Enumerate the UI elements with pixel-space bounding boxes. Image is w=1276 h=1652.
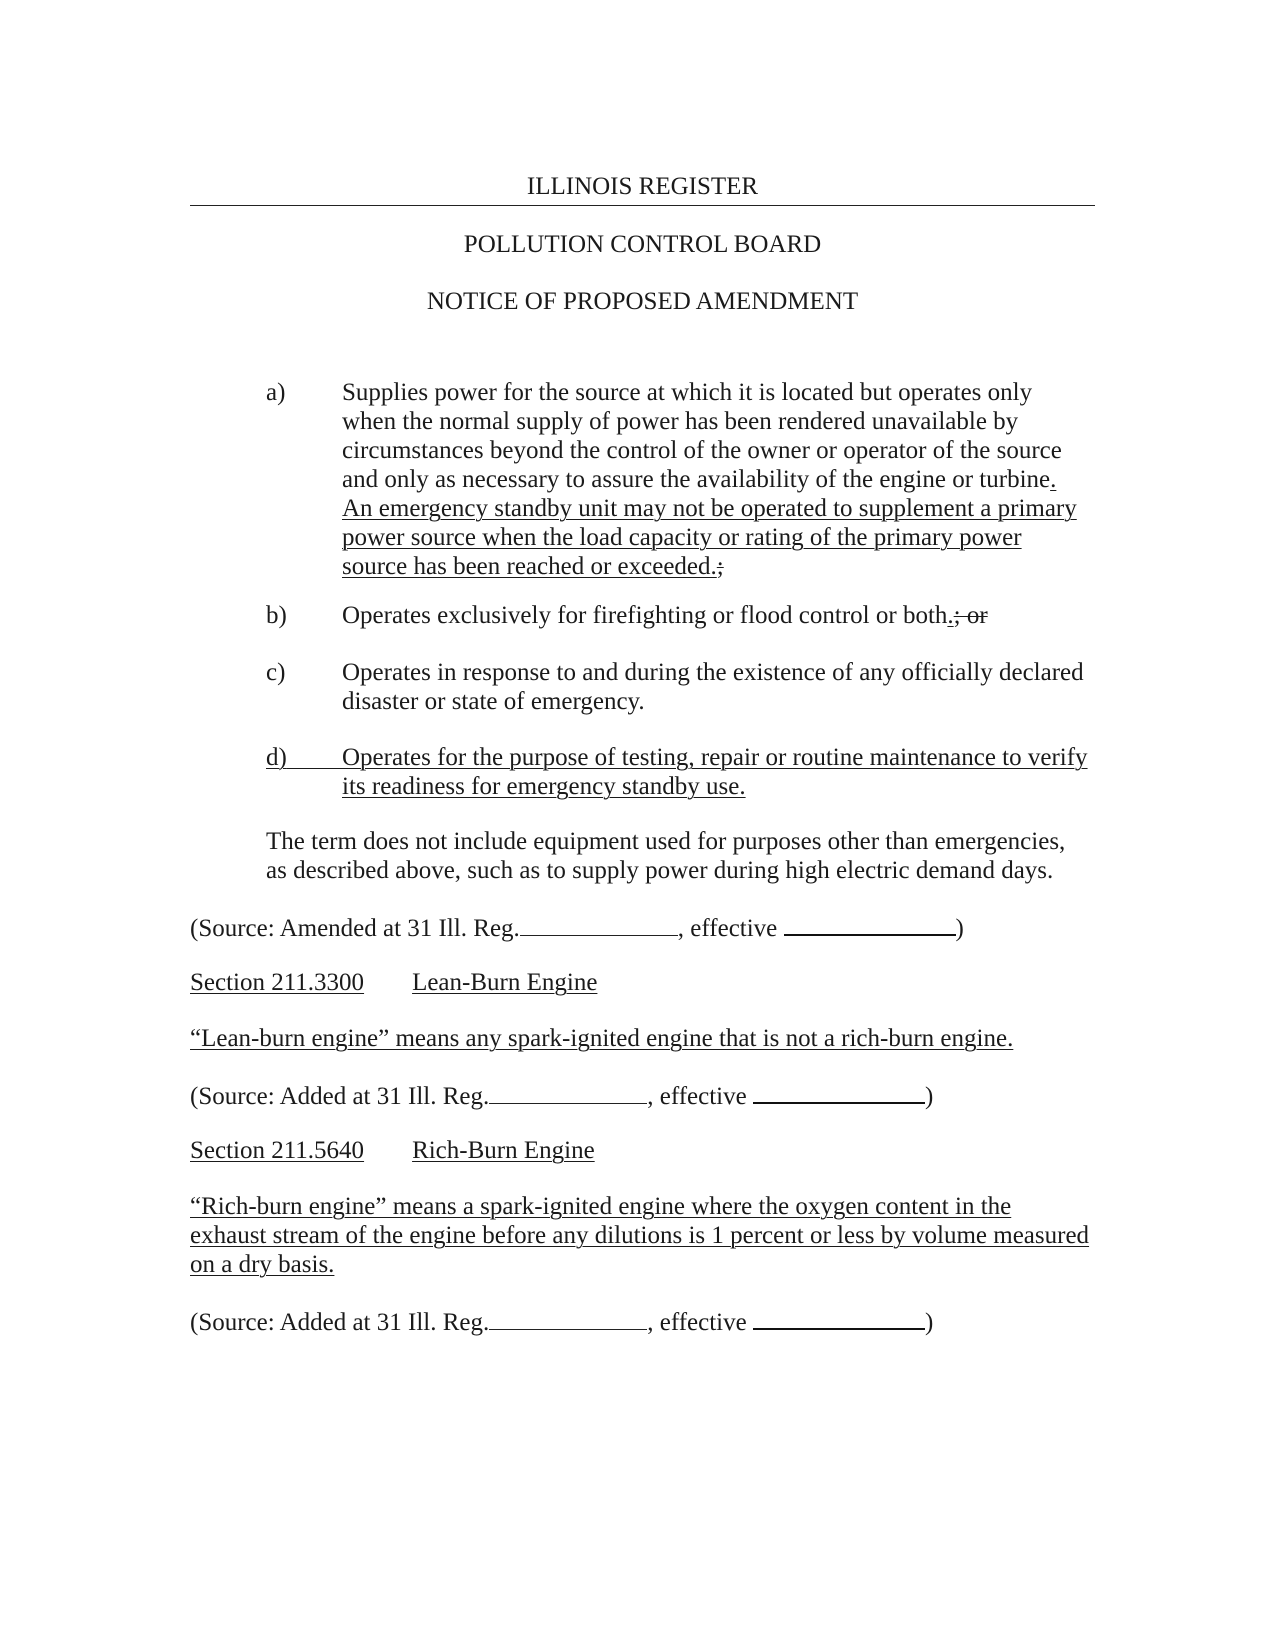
item-a-label: a) [266,379,286,406]
term-note [266,827,1096,885]
source-middle: , effective [647,1083,747,1110]
blank-line [753,1306,925,1330]
added-line: An emergency standby unit may not be operated to supplement a primary [342,495,1077,522]
header-rule [190,205,1095,206]
source-suffix: ) [924,1309,934,1336]
added-line: Operates for the purpose of testing, repair or routine maintenance to verify [342,744,1088,771]
section-title: Rich-Burn Engine [412,1137,595,1164]
section-number: Section 211.3300 [190,969,365,996]
section-title: Lean-Burn Engine [412,969,598,996]
board-title: POLLUTION CONTROL BOARD [463,231,822,258]
source-prefix: (Source: Amended at 31 Ill. Reg. [190,915,520,942]
notice-title: NOTICE OF PROPOSED AMENDMENT [426,288,859,315]
source-prefix: (Source: Added at 31 Ill. Reg. [190,1083,490,1110]
source-middle: , effective [677,915,778,942]
item-a-line: Supplies power for the source at which it is located but operates only [342,379,1033,406]
item-a-line-text: and only as necessary to assure the availability of the engine or turbine [342,466,1051,493]
item-d-text [342,743,1102,801]
section-heading-rich [190,1136,1100,1165]
item-d-label-text: d) [266,744,287,771]
source-prefix: (Source: Added at 31 Ill. Reg. [190,1309,490,1336]
added-line: source has been reached or exceeded. [342,553,717,580]
source-note-added-2 [190,1306,1100,1337]
register-title: ILLINOIS REGISTER [526,173,759,200]
deleted-text: ; or [953,602,988,629]
item-a-line [342,552,1102,581]
source-middle: , effective [647,1309,747,1336]
added-text: . [1050,466,1057,493]
source-suffix: ) [924,1083,934,1110]
added-line: power source when the load capacity or rating of the primary power [342,524,1022,551]
item-c-text [342,658,1102,716]
item-a-line [342,465,1102,494]
blank-line [784,912,956,936]
item-c-line: disaster or state of emergency. [342,688,645,715]
item-c-label: c) [266,659,286,686]
item-c-line: Operates in response to and during the existence of any officially declared [342,659,1084,686]
item-a-text [342,378,1102,581]
added-line: its readiness for emergency standby use. [342,773,746,800]
item-a-line: when the normal supply of power has been rendered unavailable by [342,408,1019,435]
section-number: Section 211.5640 [190,1137,365,1164]
item-d-label [266,743,342,772]
lean-burn-definition: “Lean-burn engine” means any spark-ignited engine that is not a rich-burn engine. [190,1025,1014,1052]
section-heading-lean [190,968,1100,997]
item-b-label: b) [266,602,287,629]
definition-line: “Rich-burn engine” means a spark-ignited engine where the oxygen content in the [190,1193,1012,1220]
blank-line [520,913,678,936]
added-text: . [947,602,954,629]
item-b-line-text: Operates exclusively for firefighting or flood control or both [342,602,948,629]
deleted-text: ; [716,553,724,580]
item-a-line: circumstances beyond the control of the owner or operator of the source [342,437,1062,464]
source-note-added-1 [190,1080,1100,1111]
term-note-line: as described above, such as to supply power during high electric demand days. [266,857,1054,884]
blank-line [489,1081,647,1104]
rich-burn-definition [190,1192,1110,1279]
definition-line: on a dry basis. [190,1251,335,1278]
source-suffix: ) [955,915,964,942]
definition-line: exhaust stream of the engine before any dilutions is 1 percent or less by volume measured [190,1222,1090,1249]
item-b-text [342,601,1102,630]
blank-line [753,1080,925,1104]
source-note-amended [190,912,1100,943]
term-note-line: The term does not include equipment used for purposes other than emergencies, [266,828,1066,855]
blank-line [489,1307,647,1330]
